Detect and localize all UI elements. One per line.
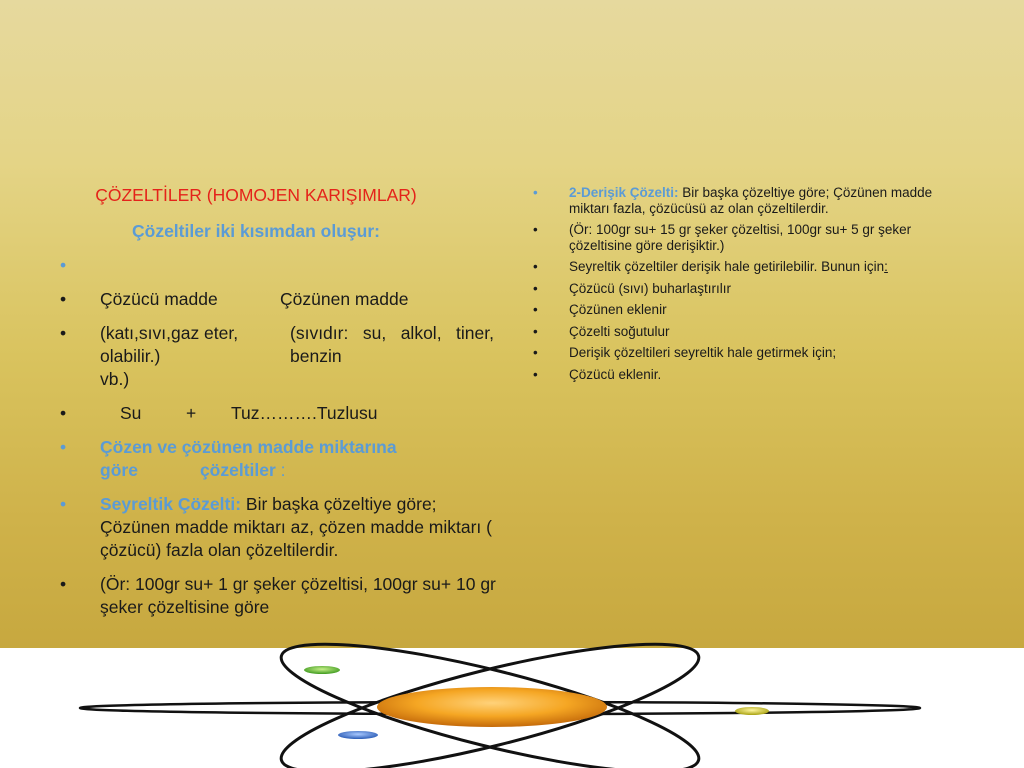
water-text: Su	[120, 403, 142, 423]
list-item-cool	[533, 324, 933, 340]
slide-title: ÇÖZELTİLER (HOMOJEN KARIŞIMLAR)	[95, 185, 417, 205]
list-item-classification	[60, 436, 500, 482]
right-bullet-list	[533, 185, 933, 388]
solute-examples-text: (sıvıdır: su, alkol, tiner, benzin	[290, 323, 494, 366]
classification-colon: :	[275, 460, 286, 480]
states-continuation-text: vb.)	[100, 369, 130, 389]
classification-text: Çözen ve çözünen madde miktarına göre	[100, 437, 397, 480]
list-item-salt-water	[60, 402, 500, 425]
concentrated-example-text: (Ör: 100gr su+ 15 gr şeker çözeltisi, 100gr su+ 5 gr şeker çözeltisine göre derişiktir.)	[569, 222, 912, 253]
list-item-concentrated-solution	[533, 185, 933, 216]
salt-water-text: Tuz……….Tuzlusu	[231, 403, 378, 423]
list-item-dilute-example	[60, 573, 500, 619]
yellow-electron	[735, 707, 769, 715]
slide-subtitle: Çözeltiler iki kısımdan oluşur:	[132, 221, 380, 241]
list-item-concentrated-example	[533, 222, 933, 253]
add-solute-text: Çözünen eklenir	[569, 302, 667, 317]
empty-bullet-item	[60, 254, 500, 277]
concentrated-solution-text: Bir başka çözeltiye göre; Çözünen madde miktarı fazla, çözücüsü az olan çözeltilerdir.	[569, 185, 933, 216]
list-item-states	[60, 322, 500, 391]
add-solvent-text: Çözücü eklenir.	[569, 366, 662, 382]
list-item-add-solvent	[533, 367, 933, 383]
list-item-dilute-solution	[60, 493, 500, 562]
make-concentrated-text: Seyreltik çözeltiler derişik hale getirilebilir. Bunun için	[569, 259, 885, 274]
concentrated-solution-label: 2-Derişik Çözelti:	[569, 185, 679, 200]
list-item-add-solute	[533, 302, 933, 318]
solute-label: Çözünen madde	[280, 289, 409, 309]
evaporate-text: Çözücü (sıvı) buharlaştırılır	[569, 280, 732, 296]
make-dilute-text: Derişik çözeltileri seyreltik hale getirmek için;	[569, 345, 837, 360]
blue-electron	[338, 731, 378, 739]
list-item-solvent-solute	[60, 288, 500, 311]
green-electron	[304, 666, 340, 674]
dilute-solution-text: Bir başka çözeltiye göre; Çözünen madde miktarı az, çözen madde miktarı ( çözücü) fazla olan çözeltilerdir.	[100, 494, 492, 560]
solvent-states-text: (katı,sıvı,gaz eter, olabilir.)	[100, 323, 239, 366]
make-concentrated-colon: :	[884, 259, 888, 274]
nucleus	[377, 687, 607, 727]
dilute-example-text: (Ör: 100gr su+ 1 gr şeker çözeltisi, 100gr su+ 10 gr şeker çözeltisine göre	[100, 574, 496, 617]
atom-orbit-icon	[0, 640, 1024, 768]
list-item-evaporate	[533, 281, 933, 297]
solutions-word: çözeltiler	[199, 460, 276, 480]
dilute-solution-label: Seyreltik Çözelti:	[100, 494, 242, 514]
solvent-label: Çözücü madde	[100, 289, 218, 309]
list-item-make-concentrated	[533, 259, 933, 275]
cool-solution-text: Çözelti soğutulur	[569, 323, 670, 339]
left-bullet-list	[60, 254, 500, 630]
list-item-make-dilute	[533, 345, 933, 361]
plus-sign: +	[186, 403, 197, 423]
